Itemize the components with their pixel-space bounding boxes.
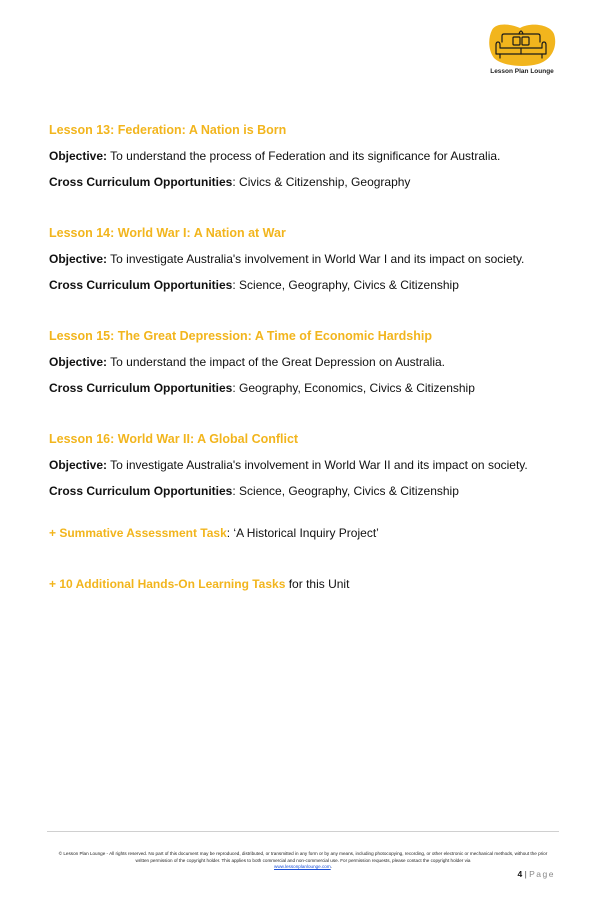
hands-on-tasks-value: for this Unit xyxy=(285,577,350,591)
page-word: Page xyxy=(529,869,555,879)
logo-text: Lesson Plan Lounge xyxy=(490,68,554,75)
page-number xyxy=(517,869,555,879)
lesson-list xyxy=(49,121,559,593)
summative-assessment-value: : ‘A Historical Inquiry Project’ xyxy=(226,526,379,540)
objective-text: To investigate Australia's involvement in World War II and its impact on society. xyxy=(107,458,528,472)
cross-curriculum-text: : Geography, Economics, Civics & Citizenship xyxy=(232,381,475,395)
cross-curriculum-label: Cross Curriculum Opportunities xyxy=(49,484,233,498)
lesson-plan-lounge-logo xyxy=(486,22,558,80)
objective-label: Objective: xyxy=(49,252,108,266)
objective-line xyxy=(49,353,559,371)
cross-curriculum-line xyxy=(49,173,559,191)
lesson-13 xyxy=(49,121,559,191)
objective-label: Objective: xyxy=(49,355,108,369)
hands-on-tasks-line xyxy=(49,575,559,593)
hands-on-tasks-label: + 10 Additional Hands-On Learning Tasks xyxy=(49,577,286,591)
objective-label: Objective: xyxy=(49,458,108,472)
summative-assessment-line xyxy=(49,524,559,542)
cross-curriculum-text: : Science, Geography, Civics & Citizenship xyxy=(232,484,459,498)
objective-line xyxy=(49,456,559,474)
cross-curriculum-label: Cross Curriculum Opportunities xyxy=(49,175,233,189)
lesson-title: Lesson 14: World War I: A Nation at War xyxy=(49,226,286,240)
objective-text: To investigate Australia's involvement in World War I and its impact on society. xyxy=(107,252,525,266)
cross-curriculum-line xyxy=(49,276,559,294)
objective-line xyxy=(49,250,559,268)
lesson-title: Lesson 15: The Great Depression: A Time of Economic Hardship xyxy=(49,329,432,343)
objective-text: To understand the process of Federation and its significance for Australia. xyxy=(107,149,501,163)
website-link-suffix: . xyxy=(330,864,332,869)
lesson-15 xyxy=(49,327,559,397)
footer-copyright xyxy=(52,851,554,871)
cross-curriculum-line xyxy=(49,379,559,397)
objective-label: Objective: xyxy=(49,149,108,163)
objective-line xyxy=(49,147,559,165)
page-separator: | xyxy=(522,869,530,879)
cross-curriculum-label: Cross Curriculum Opportunities xyxy=(49,278,233,292)
footer-divider xyxy=(47,831,559,832)
lesson-title: Lesson 13: Federation: A Nation is Born xyxy=(49,123,287,137)
summative-assessment-label: + Summative Assessment Task xyxy=(49,526,227,540)
cross-curriculum-label: Cross Curriculum Opportunities xyxy=(49,381,233,395)
website-link[interactable]: www.lessonplanlounge.com xyxy=(274,864,331,869)
objective-text: To understand the impact of the Great Depression on Australia. xyxy=(107,355,446,369)
cross-curriculum-text: : Civics & Citizenship, Geography xyxy=(232,175,411,189)
page-number-value: 4 xyxy=(517,869,523,879)
copyright-text: © Lesson Plan Lounge - All rights reserved. No part of this document may be reproduced, distributed, or transmitted in any form or by any means, including photocopying, recording, or other electronic or mechanical methods, without the prior written permission of the copyright holder. This applies to both commercial and non-commercial use. For permission requests, please contact the copyright holder via xyxy=(58,851,548,863)
cross-curriculum-line xyxy=(49,482,559,500)
lesson-16 xyxy=(49,430,559,500)
lesson-title: Lesson 16: World War II: A Global Conflict xyxy=(49,432,299,446)
cross-curriculum-text: : Science, Geography, Civics & Citizenship xyxy=(232,278,459,292)
couch-logo-icon xyxy=(486,22,558,68)
lesson-14 xyxy=(49,224,559,294)
